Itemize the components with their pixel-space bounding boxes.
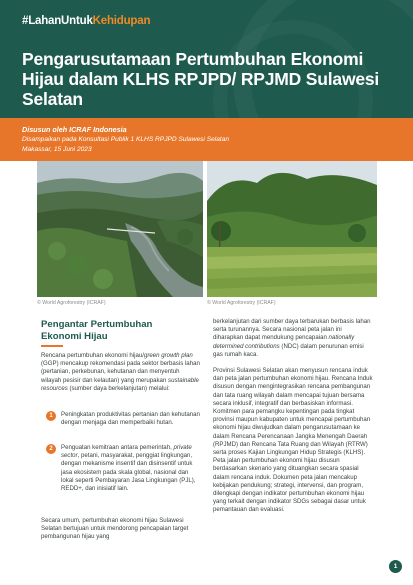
list-text-part: Penguatan kemitraan antara pemerintah,	[61, 444, 174, 451]
list-text-part: , petani, masyarakat, penggiat lingkungan, dengan mekanisme insentif dan disinsentif untuk jasa ekosistem pada skala global, nasional dan lokal seperti Pembayaran Jasa Lingkungan (PJL), REDD+, dan inisiatif lain.	[61, 452, 196, 493]
paragraph-text: (NDC) dalam penurunan emisi gas rumah kaca.	[213, 342, 364, 358]
intro-italic: green growth plan	[143, 352, 193, 359]
list-number-badge: 1	[46, 411, 56, 421]
heading-underline	[41, 345, 63, 347]
intro-text: (GGP) mencakup rekomendasi pada sektor berbasis lahan (pertanian, perkebunan, kehutanan dan menyentuh wilayah pesisir dan kelautan) yang merupakan	[41, 360, 200, 384]
photo-credit: © World Agroforestry (ICRAF)	[207, 300, 276, 306]
intro-paragraph	[41, 352, 201, 393]
paragraph-italic: nationally determined contributions	[213, 334, 355, 350]
photo-credit: © World Agroforestry (ICRAF)	[37, 300, 106, 306]
list-text-italic: private sector	[61, 444, 192, 460]
document-title: Pengarusutamaan Pertumbuhan Ekonomi Hijau dalam KLHS RPJPD/ RPJMD Sulawesi Selatan	[22, 49, 380, 109]
paragraph-text: berkelanjutan dari sumber daya terbarukan berbasis lahan serta turunannya. Secara nasional peta jalan ini diharapkan dapat mendukung pencapaian	[213, 318, 371, 342]
intro-text: Rencana pertumbuhan ekonomi hijau/	[41, 352, 144, 359]
info-band	[0, 118, 413, 161]
section-heading: Pengantar Pertumbuhan Ekonomi Hijau	[41, 319, 153, 342]
place-date-line: Makassar, 15 Juni 2023	[22, 145, 92, 153]
closing-paragraph: Secara umum, pertumbuhan ekonomi hijau Sulawesi Selatan bertujuan untuk mendorong pencapaian target pembangunan hijau yang	[41, 517, 189, 541]
hashtag-main: #LahanUntuk	[22, 15, 93, 27]
event-line: Disampaikan pada Konsultasi Publik 1 KLHS RPJPD Sulawesi Selatan	[22, 136, 230, 143]
author-line: Disusun oleh ICRAF Indonesia	[22, 125, 127, 134]
master-plan-paragraph: Provinsi Sulawesi Selatan akan menyusun rencana induk dan peta jalan pertumbuhan ekonomi hijau. Rencana Induk disusun dengan mengintegrasikan rencana pembangunan dan tata ruang wilayah dalam mencapai tujuan bersama secara inklusif, integratif dan berbasiskan informasi. Komitmen para pemangku kepentingan pada tingkat provinsi maupun kabupaten untuk mencapai pertumbuhan ekonomi hijau diwujudkan dalam pengarusutamaan ke dalam Rencana Perencanaan Jangka Menengah Daerah (RPJMD) dan Rencana Tata Ruang dan Wilayah (RTRW) serta proses Kajian Lingkungan Hidup Strategis (KLHS). Peta jalan pertumbuhan ekonomi hijau disusun berdasarkan skenario yang dituangkan secara spasial dalam rencana induk. Dokumen peta jalan mencakup kebijakan pendukung; strategi, intervensi, dan program, dilengkapi dengan indikator pertumbuhan ekonomi hijau yang terkait dengan indikator SDGs sebagai dasar untuk pemantauan dan evaluasi.	[213, 367, 373, 514]
right-column	[213, 318, 373, 515]
header-banner	[0, 0, 413, 118]
list-item-text: Peningkatan produktivitas pertanian dan kehutanan dengan menjaga dan memperbaiki hutan.	[61, 411, 200, 427]
campaign-hashtag	[22, 15, 150, 27]
river-landscape-photo	[37, 161, 203, 297]
hashtag-accent: Kehidupan	[92, 15, 151, 27]
ricefield-mountain-photo	[207, 161, 377, 297]
page-number: 1	[389, 560, 402, 573]
list-number-badge: 2	[46, 444, 56, 454]
intro-italic: sustainable resources	[41, 376, 199, 392]
list-item-text	[61, 444, 201, 493]
ndc-paragraph	[213, 318, 373, 359]
intro-text: (sumber daya berkelanjutan) melalui:	[67, 384, 170, 392]
